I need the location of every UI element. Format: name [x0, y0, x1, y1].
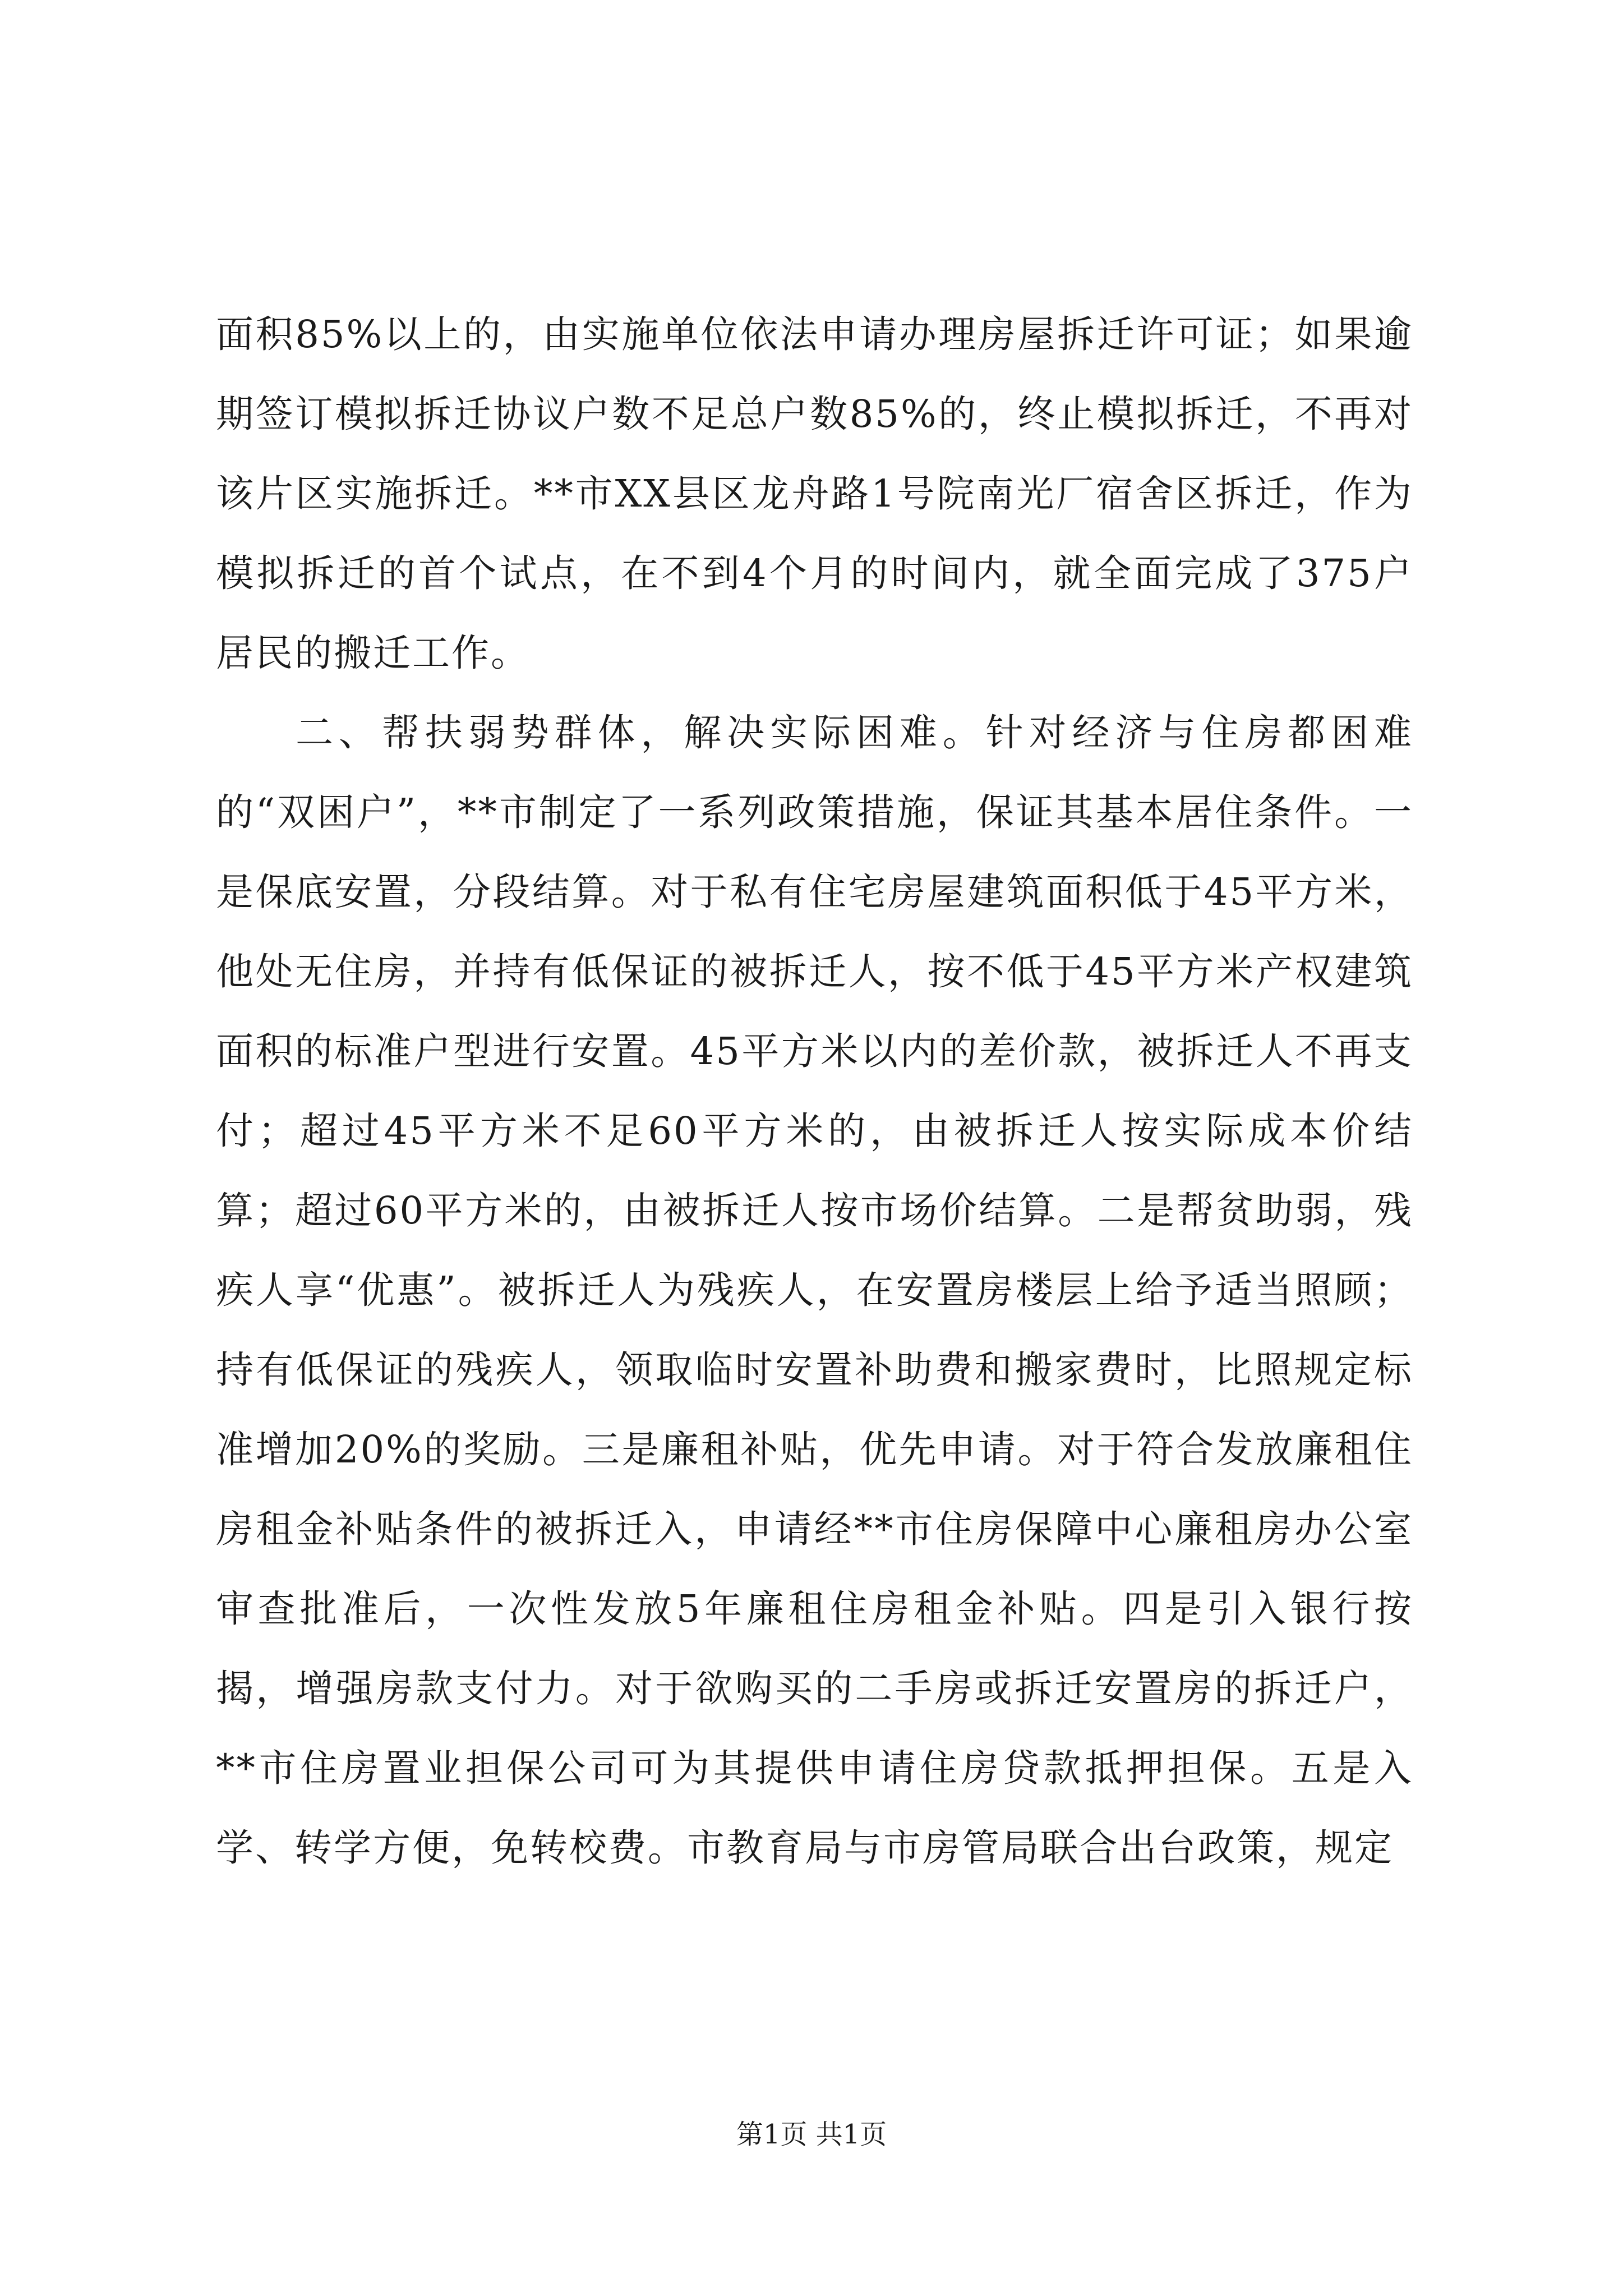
paragraph-2: 二、帮扶弱势群体，解决实际困难。针对经济与住房都困难的“双困户”，**市制定了一系列政策措施，保证其基本居住条件。一是保底安置，分段结算。对于私有住宅房屋建筑面积低于45平方米，他处无住房，并持有低保证的被拆迁人，按不低于45平方米产权建筑面积的标准户型进行安置。45平方米以内的差价款，被拆迁人不再支付；超过45平方米不足60平方米的，由被拆迁人按实际成本价结算；超过60平方米的，由被拆迁人按市场价结算。二是帮贫助弱，残疾人享“优惠”。被拆迁人为残疾人，在安置房楼层上给予适当照顾；持有低保证的残疾人，领取临时安置补助费和搬家费时，比照规定标准增加20%的奖励。三是廉租补贴，优先申请。对于符合发放廉租住房租金补贴条件的被拆迁入，申请经**市住房保障中心廉租房办公室审查批准后，一次性发放5年廉租住房租金补贴。四是引入银行按揭，增强房款支付力。对于欲购买的二手房或拆迁安置房的拆迁户，**市住房置业担保公司可为其提供申请住房贷款抵押担保。五是入学、转学方便，免转校费。市教育局与市房管局联合出台政策，规定 [216, 711, 1413, 1870]
document-body [216, 295, 1413, 1888]
page-footer: 第1页 共1页 [736, 2119, 887, 2150]
paragraph-1: 面积85%以上的，由实施单位依法申请办理房屋拆迁许可证；如果逾期签订模拟拆迁协议户数不足总户数85%的，终止模拟拆迁，不再对该片区实施拆迁。**市XX县区龙舟路1号院南光厂宿舍区拆迁，作为模拟拆迁的首个试点，在不到4个月的时间内，就全面完成了375户居民的搬迁工作。 [216, 312, 1413, 675]
